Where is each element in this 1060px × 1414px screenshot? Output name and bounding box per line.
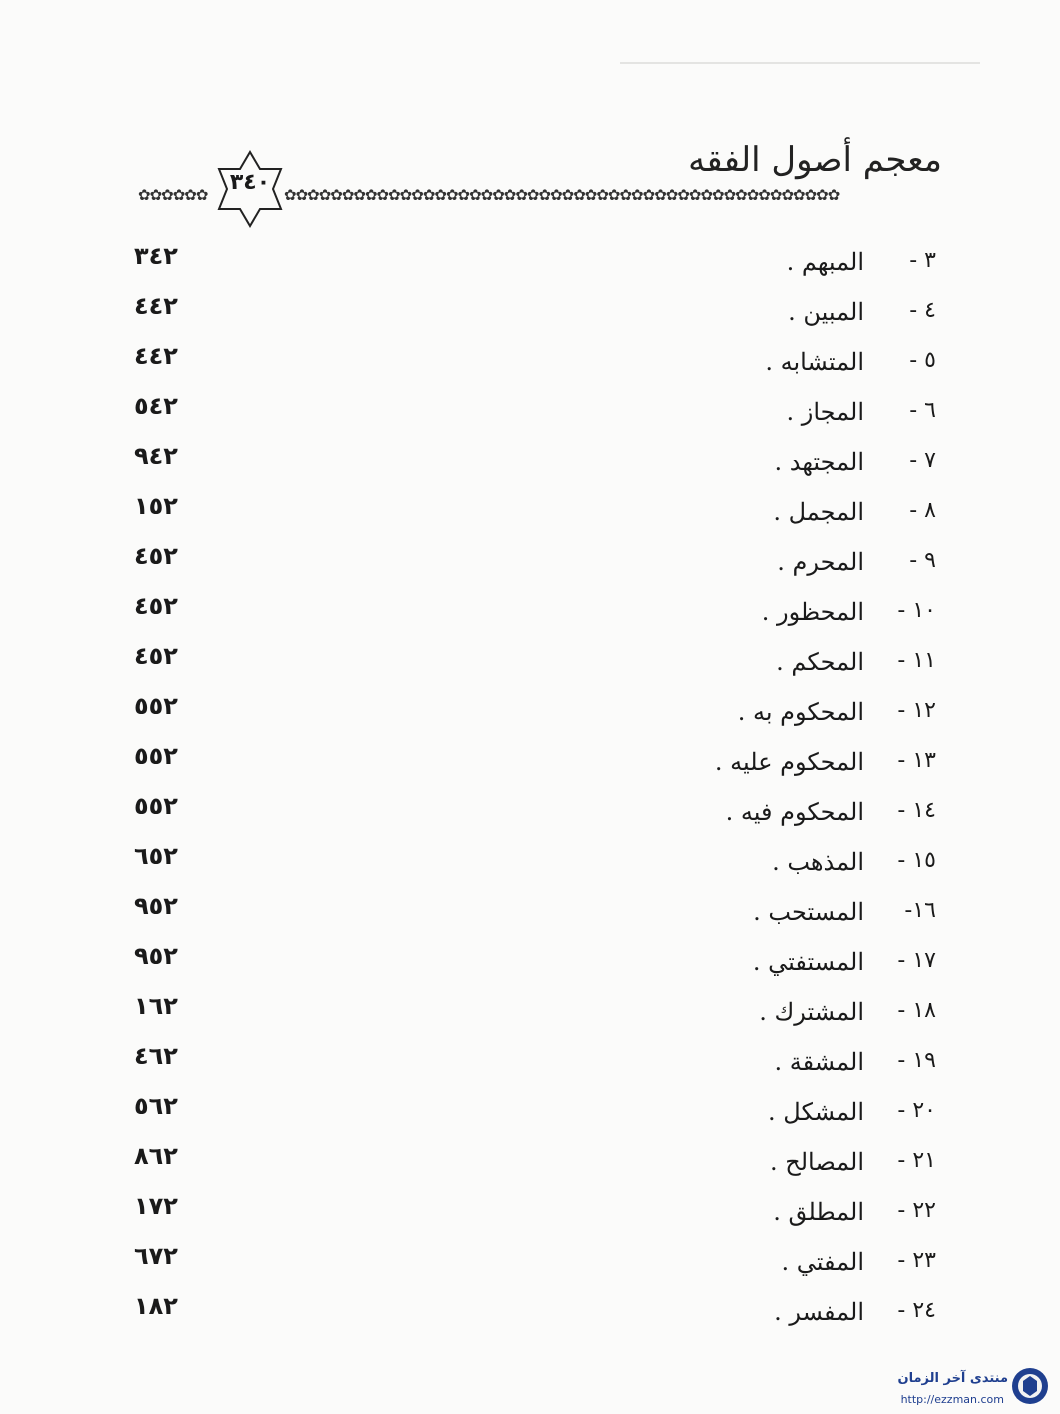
index-entry	[0, 292, 1060, 338]
entry-page-number: ٢٥١	[134, 492, 178, 520]
entry-number: ٥ -	[909, 348, 936, 373]
entry-number: ١٨ -	[897, 998, 936, 1023]
index-entry	[0, 1042, 1060, 1088]
index-entry	[0, 1192, 1060, 1238]
entry-term: المجاز .	[786, 398, 864, 426]
index-entry	[0, 542, 1060, 588]
entry-number: ١٩ -	[897, 1048, 936, 1073]
entry-term: المستفتي .	[752, 948, 864, 976]
entry-page-number: ٢٦٤	[134, 1042, 178, 1070]
entry-term: المجمل .	[773, 498, 864, 526]
entry-page-number: ٢٥٥	[134, 692, 178, 720]
entry-number: ٩ -	[909, 548, 936, 573]
index-entry	[0, 1092, 1060, 1138]
entry-term: المحكوم فيه .	[725, 798, 864, 826]
entry-number: ٢٢ -	[897, 1198, 936, 1223]
entry-number: ١٣ -	[897, 748, 936, 773]
watermark-title: منتدى آخر الزمان	[897, 1371, 1008, 1386]
entry-number: ٢٤ -	[897, 1298, 936, 1323]
entry-term: المحكوم به .	[737, 698, 864, 726]
page-title: معجم أصول الفقه	[688, 140, 942, 180]
index-entry	[0, 492, 1060, 538]
entry-term: المجتهد .	[774, 448, 864, 476]
entry-page-number: ٢٥٦	[134, 842, 178, 870]
entry-page-number: ٢٥٤	[134, 592, 178, 620]
entry-number: ١٧ -	[897, 948, 936, 973]
entry-number: ٢٣ -	[897, 1248, 936, 1273]
entry-term: المصالح .	[769, 1148, 864, 1176]
index-entry	[0, 942, 1060, 988]
index-entry	[0, 792, 1060, 838]
entry-page-number: ٢٤٩	[134, 442, 178, 470]
entry-page-number: ٢٤٤	[134, 342, 178, 370]
index-entry	[0, 342, 1060, 388]
entry-term: المحظور .	[761, 598, 864, 626]
entry-term: المحرم .	[777, 548, 864, 576]
index-entry	[0, 1142, 1060, 1188]
index-entry	[0, 592, 1060, 638]
entry-page-number: ٢٨١	[134, 1292, 178, 1320]
entry-term: المشقة .	[774, 1048, 864, 1076]
index-entry	[0, 992, 1060, 1038]
entry-number: ٦ -	[909, 398, 936, 423]
entry-term: المطلق .	[773, 1198, 864, 1226]
index-entry	[0, 242, 1060, 288]
index-entry	[0, 642, 1060, 688]
page-number: ٣٤٠	[229, 170, 271, 195]
entry-term: المفتي .	[781, 1248, 864, 1276]
index-entry	[0, 392, 1060, 438]
entry-number: ١١ -	[897, 648, 936, 673]
entry-number: ١٦-	[904, 898, 936, 923]
scan-smudge	[620, 62, 980, 64]
entry-page-number: ٢٥٤	[134, 542, 178, 570]
entry-page-number: ٢٥٥	[134, 792, 178, 820]
index-entry	[0, 1292, 1060, 1338]
entry-page-number: ٢٤٤	[134, 292, 178, 320]
index-entry	[0, 692, 1060, 738]
entry-number: ٣ -	[909, 248, 936, 273]
entry-page-number: ٢٤٣	[134, 242, 178, 270]
entry-page-number: ٢٦٥	[134, 1092, 178, 1120]
entry-term: المفسر .	[774, 1298, 864, 1326]
entry-page-number: ٢٦١	[134, 992, 178, 1020]
entry-term: المبين .	[788, 298, 864, 326]
entry-page-number: ٢٥٥	[134, 742, 178, 770]
entry-term: المستحب .	[753, 898, 864, 926]
forum-logo-icon	[1010, 1366, 1050, 1406]
entry-page-number: ٢٥٩	[134, 942, 178, 970]
entry-number: ٢٠ -	[897, 1098, 936, 1123]
entry-term: المحكم .	[776, 648, 864, 676]
entry-number: ١٢ -	[897, 698, 936, 723]
index-entry	[0, 1242, 1060, 1288]
watermark-url[interactable]: http://ezzman.com	[900, 1393, 1004, 1406]
entry-term: المتشابه .	[765, 348, 864, 376]
entry-page-number: ٢٤٥	[134, 392, 178, 420]
entry-term: المذهب .	[772, 848, 864, 876]
ornament-border-left: ✿✿✿✿✿✿	[138, 186, 208, 204]
entry-page-number: ٢٥٤	[134, 642, 178, 670]
index-entry	[0, 892, 1060, 938]
entry-page-number: ٢٧١	[134, 1192, 178, 1220]
entry-number: ١٠ -	[897, 598, 936, 623]
entry-page-number: ٢٥٩	[134, 892, 178, 920]
entry-term: المشكل .	[768, 1098, 864, 1126]
ornament-border-right: ✿✿✿✿✿✿✿✿✿✿✿✿✿✿✿✿✿✿✿✿✿✿✿✿✿✿✿✿✿✿✿✿✿✿✿✿✿✿✿✿✿✿✿✿✿✿✿✿	[284, 186, 840, 204]
entry-number: ٢١ -	[897, 1148, 936, 1173]
entry-term: المشترك .	[759, 998, 864, 1026]
index-entry	[0, 842, 1060, 888]
entry-number: ٧ -	[909, 448, 936, 473]
entry-number: ١٥ -	[897, 848, 936, 873]
entry-number: ٨ -	[909, 498, 936, 523]
entry-number: ٤ -	[909, 298, 936, 323]
index-entry	[0, 442, 1060, 488]
entry-term: المبهم .	[786, 248, 864, 276]
entry-page-number: ٢٦٨	[134, 1142, 178, 1170]
entry-term: المحكوم عليه .	[714, 748, 864, 776]
entry-number: ١٤ -	[897, 798, 936, 823]
entry-page-number: ٢٧٦	[134, 1242, 178, 1270]
index-entry	[0, 742, 1060, 788]
